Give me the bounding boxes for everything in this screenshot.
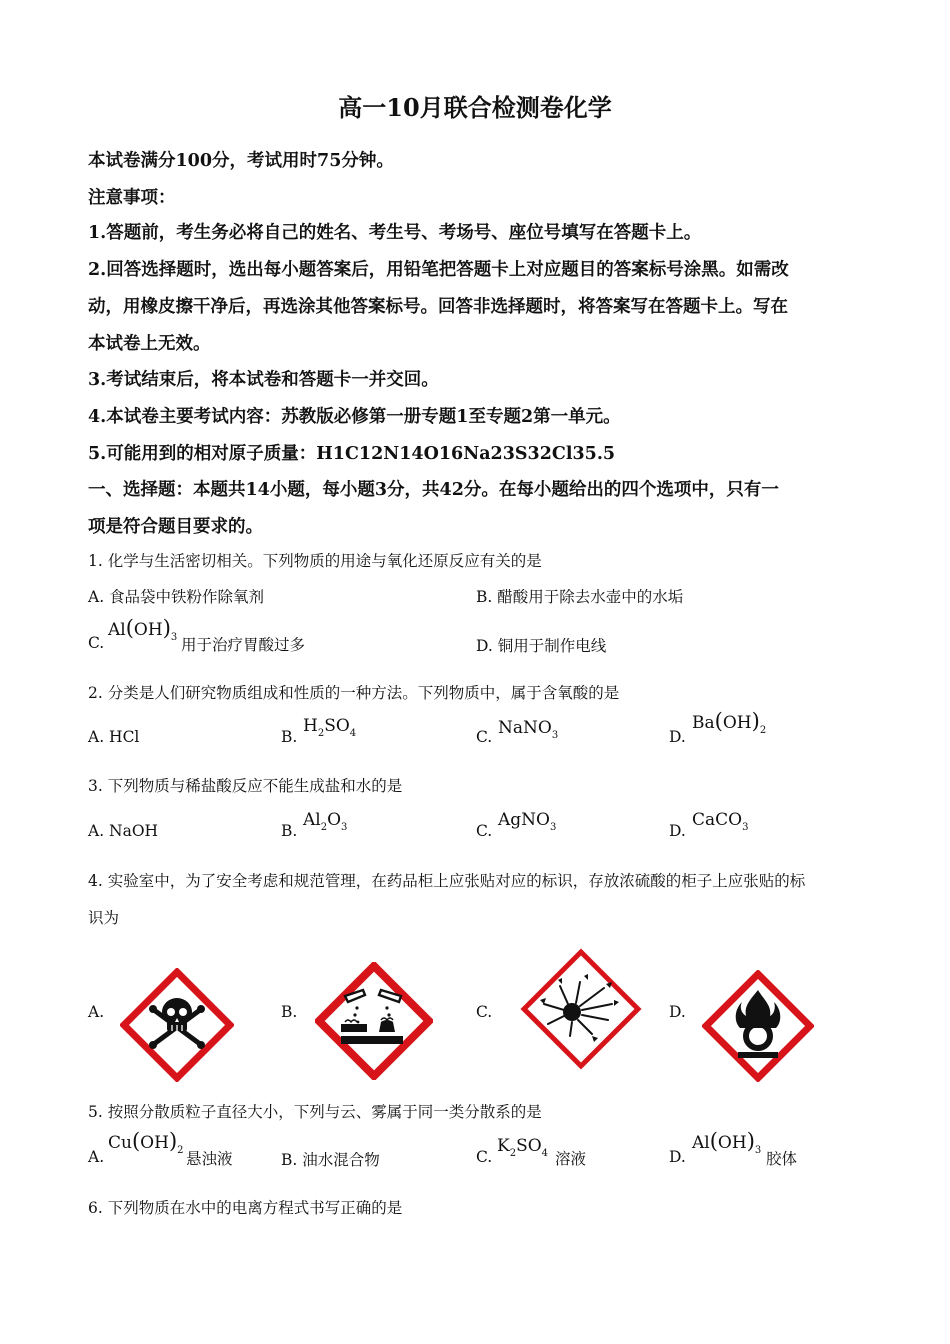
q1-option-c-label[interactable]: C. bbox=[88, 634, 105, 652]
section-heading-line2: 项是符合题目要求的。 bbox=[88, 517, 263, 537]
q4-stem-line2: 识为 bbox=[88, 909, 120, 927]
explosive-icon[interactable] bbox=[520, 948, 642, 1070]
q5-option-b[interactable]: B. 油水混合物 bbox=[281, 1151, 380, 1169]
notes-heading: 注意事项： bbox=[88, 188, 176, 208]
q6-stem: 6. 下列物质在水中的电离方程式书写正确的是 bbox=[88, 1199, 403, 1217]
q3-stem: 3. 下列物质与稀盐酸反应不能生成盐和水的是 bbox=[88, 777, 403, 795]
q1-option-c-formula: $Al(OH)_3$ bbox=[108, 616, 178, 643]
q4-option-d-label[interactable]: D. bbox=[669, 1003, 686, 1021]
q5-option-d-formula: $Al(OH)_3$ bbox=[692, 1129, 762, 1156]
q2-stem: 2. 分类是人们研究物质组成和性质的一种方法。下列物质中，属于含氧酸的是 bbox=[88, 684, 620, 702]
q5-option-d-text: 胶体 bbox=[766, 1150, 798, 1168]
q3-option-d-label[interactable]: D. bbox=[669, 822, 686, 840]
q3-option-d-formula: CaCO$_3$ bbox=[692, 810, 749, 833]
q3-option-b-formula: $Al_2O_3$ bbox=[303, 810, 348, 833]
q3-option-a[interactable]: A. NaOH bbox=[88, 822, 159, 840]
exam-info: 本试卷满分100分，考试用时75分钟。 bbox=[88, 151, 394, 171]
q5-option-a-label[interactable]: A. bbox=[88, 1148, 105, 1166]
note-4: 4.本试卷主要考试内容：苏教版必修第一册专题1至专题2第一单元。 bbox=[88, 407, 621, 427]
q2-option-c-label[interactable]: C. bbox=[476, 728, 493, 746]
q5-option-d-label[interactable]: D. bbox=[669, 1148, 686, 1166]
q2-option-d-label[interactable]: D. bbox=[669, 728, 686, 746]
q3-option-b-label[interactable]: B. bbox=[281, 822, 298, 840]
note-5: 5.可能用到的相对原子质量：H1C12N14O16Na23S32Cl35.5 bbox=[88, 444, 616, 464]
q2-option-b-formula: $H_2SO_4$ bbox=[303, 716, 357, 739]
q1-option-b[interactable]: B. 醋酸用于除去水壶中的水垢 bbox=[476, 588, 684, 606]
q5-option-c-text: 溶液 bbox=[555, 1150, 587, 1168]
note-2-line3: 本试卷上无效。 bbox=[88, 334, 211, 354]
q2-option-b-label[interactable]: B. bbox=[281, 728, 298, 746]
q3-option-c-label[interactable]: C. bbox=[476, 822, 493, 840]
note-2-line1: 2.回答选择题时，选出每小题答案后，用铅笔把答题卡上对应题目的答案标号涂黑。如需改 bbox=[88, 260, 789, 280]
q3-option-c-formula: AgNO$_3$ bbox=[498, 810, 557, 833]
q4-option-a-label[interactable]: A. bbox=[88, 1003, 105, 1021]
q1-option-c-text: 用于治疗胃酸过多 bbox=[181, 636, 306, 654]
q2-option-a[interactable]: A. HCl bbox=[88, 728, 140, 746]
q1-option-a[interactable]: A. 食品袋中铁粉作除氧剂 bbox=[88, 588, 265, 606]
note-3: 3.考试结束后，将本试卷和答题卡一并交回。 bbox=[88, 370, 439, 390]
note-1: 1.答题前，考生务必将自己的姓名、考生号、考场号、座位号填写在答题卡上。 bbox=[88, 223, 702, 243]
page-title: 高一10月联合检测卷化学 bbox=[338, 93, 612, 122]
section-heading-line1: 一、选择题：本题共14小题，每小题3分，共42分。在每小题给出的四个选项中，只有一 bbox=[88, 480, 779, 500]
q5-option-c-formula: $K_2SO_4$ bbox=[497, 1136, 549, 1159]
q5-option-c-label[interactable]: C. bbox=[476, 1148, 493, 1166]
note-2-line2: 动，用橡皮擦干净后，再选涂其他答案标号。回答非选择题时，将答案写在答题卡上。写在 bbox=[88, 297, 788, 317]
q2-option-d-formula: $Ba(OH)_2$ bbox=[692, 709, 767, 736]
corrosive-icon[interactable] bbox=[315, 962, 433, 1080]
q1-option-d[interactable]: D. 铜用于制作电线 bbox=[476, 637, 607, 655]
q4-option-b-label[interactable]: B. bbox=[281, 1003, 298, 1021]
q4-option-c-label[interactable]: C. bbox=[476, 1003, 493, 1021]
toxic-skull-icon[interactable] bbox=[120, 968, 234, 1082]
q2-option-c-formula: NaNO$_3$ bbox=[498, 718, 559, 741]
oxidizer-flame-icon[interactable] bbox=[702, 970, 814, 1082]
q5-option-a-formula: $Cu(OH)_2$ bbox=[108, 1129, 184, 1156]
q5-stem: 5. 按照分散质粒子直径大小，下列与云、雾属于同一类分散系的是 bbox=[88, 1103, 542, 1121]
q1-stem: 1. 化学与生活密切相关。下列物质的用途与氧化还原反应有关的是 bbox=[88, 552, 542, 570]
q5-option-a-text: 悬浊液 bbox=[186, 1150, 233, 1168]
q4-stem-line1: 4. 实验室中，为了安全考虑和规范管理，在药品柜上应张贴对应的标识，存放浓硫酸的柜子上应张贴的标 bbox=[88, 872, 806, 890]
